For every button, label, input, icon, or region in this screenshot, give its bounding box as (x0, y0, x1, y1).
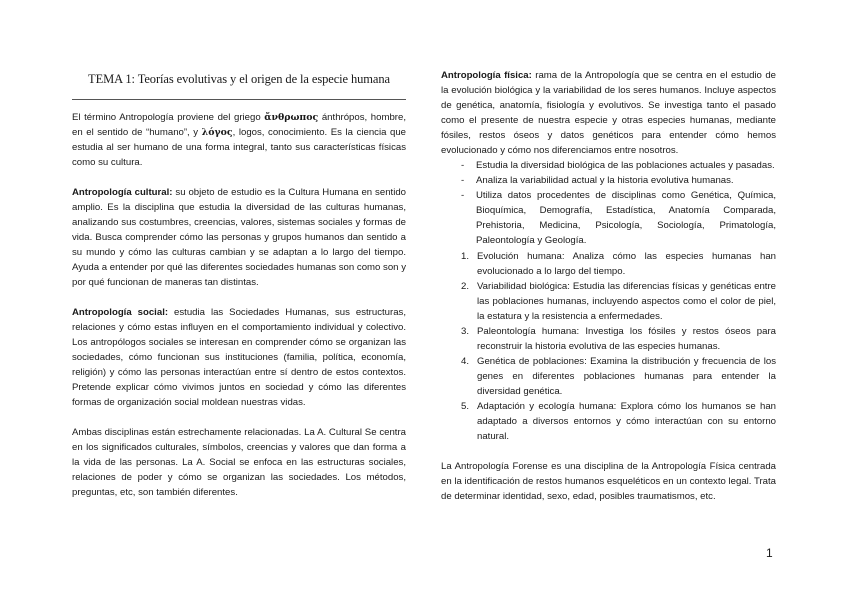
intro-text-c: , logos, conocimiento. Es la ciencia que estudia al ser humano de una forma integral, tanto sus características físicas como su cultura. (72, 127, 407, 168)
dash-marker: - (461, 160, 465, 171)
left-column (72, 68, 406, 500)
forense-paragraph: La Antropología Forense es una disciplina de la Antropología Física centrada en la identificación de restos humanos esqueléticos en un contexto legal. Trata de determinar identidad, sexo, edad, posibles traumatismos, etc. (441, 461, 776, 502)
dash-list-item (461, 158, 776, 173)
dash-marker: - (461, 175, 465, 186)
social-term: Antropología social: (72, 307, 169, 318)
numbered-list-item (461, 279, 776, 324)
fisica-text: rama de la Antropología que se centra en el estudio de la evolución biológica y la variabilidad de los seres humanos. Incluye aspectos de genética, anatomía, fisiología y evolutivos. Se investiga tanto el pasado como el presente de nuestra especie y otras especies humanas, mediante fósiles, restos óseos y datos genéticos para entender cómo hemos evolucionado y cómo nos diferenciamos entre nosotros. (441, 70, 776, 156)
dash-marker: - (461, 190, 465, 201)
social-text: estudia las Sociedades Humanas, sus estructuras, relaciones y cómo estas influyen en el comportamiento individual y colectivo. Los antropólogos sociales se interesan en comprender cómo se organizan las sociedades, cómo funcionan sus instituciones (familia, política, economía, religión) y cómo las personas interactúan entre sí dentro de estos contextos. Pretende explicar cómo vivimos juntos en sociedad y cómo las diferentes formas de organización social moldean nuestras vidas. (72, 307, 407, 408)
item-number: 4. (461, 356, 470, 367)
numbered-list-item (461, 354, 776, 399)
item-number: 1. (461, 251, 470, 262)
item-number: 5. (461, 401, 470, 412)
page-title: TEMA 1: Teorías evolutivas y el origen de la especie humana (88, 72, 390, 86)
dash-list-item (461, 188, 776, 248)
item-text: Genética de poblaciones: Examina la distribución y frecuencia de los genes en diferentes poblaciones humanas para entender la diversidad genética. (477, 356, 776, 397)
dash-item-text: Analiza la variabilidad actual y la historia evolutiva humanas. (476, 175, 734, 186)
fisica-paragraph (441, 68, 776, 158)
right-column (441, 68, 776, 504)
item-text: Variabilidad biológica: Estudia las diferencias físicas y genéticas entre las poblaciones humanas, incluyendo aspectos como el color de piel, la estatura y la resistencia a enfermedades. (477, 281, 776, 322)
greek-word-logos: λόγος (201, 127, 233, 138)
dash-item-text: Utiliza datos procedentes de disciplinas como Genética, Química, Bioquímica, Demografía, Estadística, Anatomía Comparada, Prehistoria, Medicina, Psicología, Sociología, Primatología, Paleontología y Geología. (476, 190, 776, 246)
numbered-list-item (461, 399, 776, 444)
cultural-text: su objeto de estudio es la Cultura Humana en sentido amplio. Es la disciplina que estudia la diversidad de las culturas humanas, analizando sus costumbres, creencias, valores, sistemas sociales y formas de vida. Busca comprender cómo las personas y grupos humanos dan sentido a su mundo y cómo las culturas cambian y se adaptan a lo largo del tiempo. Ayuda a entender por qué las diferentes sociedades humanas son como son y por qué funcionan de maneras tan distintas. (72, 187, 406, 288)
fisica-term: Antropología física: (441, 70, 532, 81)
dash-item-text: Estudia la diversidad biológica de las poblaciones actuales y pasadas. (476, 160, 775, 171)
page-number: 1 (766, 546, 773, 560)
intro-text-a: El término Antropología proviene del griego (72, 112, 265, 123)
cultural-term: Antropología cultural: (72, 187, 173, 198)
intro-text-b: ánthrópos, hombre, en el sentido de “humano”, y (72, 112, 406, 138)
numbered-list (441, 249, 776, 444)
item-text: Adaptación y ecología humana: Explora cómo los humanos se han adaptado a diversos entornos y cómo interactúan con su entorno natural. (477, 401, 776, 442)
item-number: 3. (461, 326, 470, 337)
numbered-list-item (461, 324, 776, 354)
dash-list-item (461, 173, 776, 188)
both-paragraph: Ambas disciplinas están estrechamente relacionadas. La A. Cultural Se centra en los significados culturales, símbolos, creencias y valores que dan forma a la vida de las personas. La A. Social se enfoca en las estructuras sociales, relaciones de poder y cómo se organizan las sociedades. Los métodos, preguntas, etc, son también diferentes. (72, 427, 406, 498)
item-number: 2. (461, 281, 470, 292)
item-text: Paleontología humana: Investiga los fósiles y restos óseos para reconstruir la historia evolutiva de las especies humanas. (477, 326, 776, 352)
title-divider (72, 99, 406, 100)
item-text: Evolución humana: Analiza cómo las especies humanas han evolucionado a lo largo del tiempo. (477, 251, 776, 277)
social-paragraph (72, 305, 406, 410)
intro-paragraph (72, 110, 406, 170)
greek-word-anthropos: ἄνθρωπος (264, 112, 319, 123)
numbered-list-item (461, 249, 776, 279)
dash-list (441, 158, 776, 248)
cultural-paragraph (72, 185, 406, 290)
